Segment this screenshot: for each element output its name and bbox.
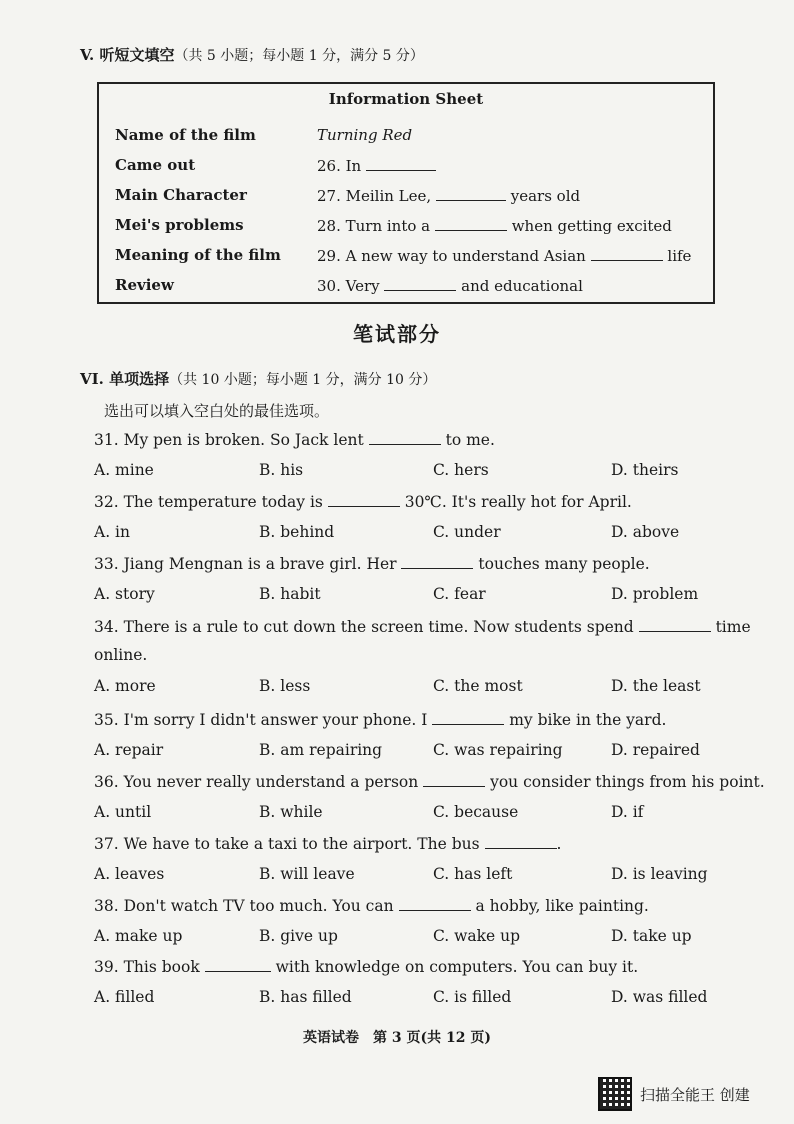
- option-d[interactable]: D. if: [611, 803, 644, 821]
- info-row: Main Character 27. Meilin Lee, years old: [115, 186, 581, 205]
- info-row: Mei's problems 28. Turn into a when getting excited: [115, 216, 672, 235]
- scanner-watermark: 扫描全能王 创建: [640, 1086, 750, 1104]
- options-31: [94, 461, 714, 483]
- info-sheet-title: Information Sheet: [328, 90, 484, 108]
- option-d[interactable]: D. is leaving: [611, 865, 708, 883]
- question-37: 37. We have to take a taxi to the airport. The bus .: [94, 835, 562, 853]
- question-34-continued: online.: [94, 646, 148, 664]
- option-a[interactable]: A. repair: [94, 741, 164, 759]
- option-c[interactable]: C. under: [433, 523, 501, 541]
- option-d[interactable]: D. repaired: [611, 741, 700, 759]
- option-a[interactable]: A. in: [94, 523, 130, 541]
- question-35: 35. I'm sorry I didn't answer your phone. I my bike in the yard.: [94, 711, 667, 729]
- answer-blank[interactable]: [401, 554, 473, 569]
- option-d[interactable]: D. take up: [611, 927, 692, 945]
- option-c[interactable]: C. the most: [433, 677, 523, 695]
- question-34: 34. There is a rule to cut down the screen time. Now students spend time: [94, 618, 751, 636]
- option-c[interactable]: C. hers: [433, 461, 489, 479]
- option-c[interactable]: C. fear: [433, 585, 486, 603]
- question-31: 31. My pen is broken. So Jack lent to me.: [94, 431, 495, 449]
- page-footer: 英语试卷 第 3 页(共 12 页): [303, 1030, 491, 1046]
- options-35: [94, 741, 714, 763]
- written-part-title: 笔试部分: [353, 322, 441, 346]
- options-32: [94, 523, 714, 545]
- option-b[interactable]: B. less: [259, 677, 311, 695]
- info-row: Came out 26. In: [115, 156, 705, 180]
- option-c[interactable]: C. wake up: [433, 927, 521, 945]
- option-a[interactable]: A. story: [94, 585, 155, 603]
- answer-blank[interactable]: [205, 957, 271, 972]
- info-row: Meaning of the film 29. A new way to understand Asian life: [115, 246, 692, 265]
- options-39: [94, 988, 714, 1010]
- answer-blank[interactable]: [369, 430, 441, 445]
- option-a[interactable]: A. until: [94, 803, 152, 821]
- answer-blank[interactable]: [328, 492, 400, 507]
- answer-blank-28[interactable]: [435, 216, 507, 231]
- question-32: 32. The temperature today is 30℃. It's really hot for April.: [94, 493, 632, 511]
- information-sheet: [97, 82, 715, 304]
- option-b[interactable]: B. give up: [259, 927, 338, 945]
- option-c[interactable]: C. was repairing: [433, 741, 563, 759]
- option-a[interactable]: A. leaves: [94, 865, 165, 883]
- answer-blank-27[interactable]: [436, 186, 506, 201]
- option-b[interactable]: B. has filled: [259, 988, 352, 1006]
- scanner-badge: [598, 1077, 778, 1111]
- options-36: [94, 803, 714, 825]
- question-39: 39. This book with knowledge on computers. You can buy it.: [94, 958, 639, 976]
- options-37: [94, 865, 714, 887]
- answer-blank[interactable]: [639, 617, 711, 632]
- option-d[interactable]: D. the least: [611, 677, 701, 695]
- options-33: [94, 585, 714, 607]
- answer-blank-29[interactable]: [591, 246, 663, 261]
- option-d[interactable]: D. problem: [611, 585, 699, 603]
- section6-heading: VI. 单项选择（共 10 小题；每小题 1 分，满分 10 分）: [80, 370, 437, 388]
- answer-blank-30[interactable]: [384, 276, 456, 291]
- option-b[interactable]: B. habit: [259, 585, 321, 603]
- option-d[interactable]: D. was filled: [611, 988, 708, 1006]
- answer-blank[interactable]: [423, 772, 485, 787]
- options-38: [94, 927, 714, 949]
- option-d[interactable]: D. above: [611, 523, 680, 541]
- option-a[interactable]: A. more: [94, 677, 156, 695]
- section5-heading: V. 听短文填空（共 5 小题；每小题 1 分，满分 5 分）: [80, 46, 424, 64]
- option-b[interactable]: B. his: [259, 461, 304, 479]
- question-36: 36. You never really understand a person you consider things from his point.: [94, 773, 765, 791]
- option-b[interactable]: B. will leave: [259, 865, 355, 883]
- answer-blank[interactable]: [432, 710, 504, 725]
- answer-blank[interactable]: [485, 834, 557, 849]
- option-c[interactable]: C. has left: [433, 865, 513, 883]
- option-a[interactable]: A. mine: [94, 461, 154, 479]
- option-d[interactable]: D. theirs: [611, 461, 679, 479]
- option-c[interactable]: C. because: [433, 803, 519, 821]
- info-row: Name of the film Turning Red: [115, 126, 413, 144]
- options-34: [94, 677, 714, 699]
- option-b[interactable]: B. behind: [259, 523, 335, 541]
- section6-instruction: 选出可以填入空白处的最佳选项。: [104, 402, 330, 420]
- question-33: 33. Jiang Mengnan is a brave girl. Her touches many people.: [94, 555, 650, 573]
- option-b[interactable]: B. am repairing: [259, 741, 383, 759]
- qr-code-icon: [598, 1077, 632, 1111]
- answer-blank-26[interactable]: [366, 156, 436, 171]
- option-a[interactable]: A. filled: [94, 988, 155, 1006]
- option-c[interactable]: C. is filled: [433, 988, 512, 1006]
- question-38: 38. Don't watch TV too much. You can a hobby, like painting.: [94, 897, 649, 915]
- option-a[interactable]: A. make up: [94, 927, 183, 945]
- option-b[interactable]: B. while: [259, 803, 323, 821]
- answer-blank[interactable]: [399, 896, 471, 911]
- info-row: Review 30. Very and educational: [115, 276, 583, 295]
